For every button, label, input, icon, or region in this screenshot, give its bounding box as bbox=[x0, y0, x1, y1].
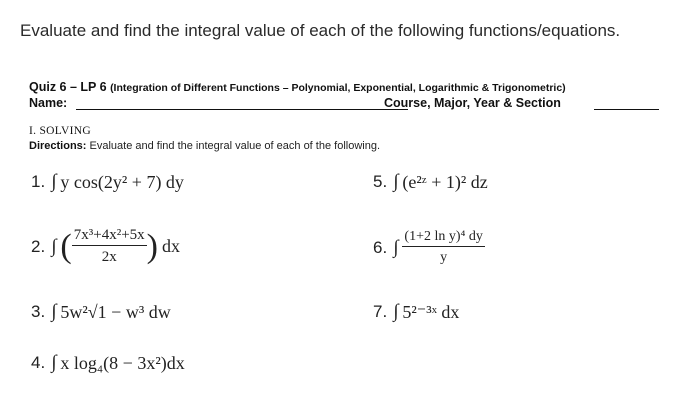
integral-sign-icon: ∫ bbox=[51, 352, 57, 373]
course-label: Course, Major, Year & Section bbox=[384, 96, 561, 110]
integral-sign-icon: ∫ bbox=[51, 301, 57, 322]
name-blank-line bbox=[76, 109, 408, 110]
quiz-title-row bbox=[29, 80, 566, 94]
problem-number: 5. bbox=[373, 172, 388, 191]
directions-label: Directions: bbox=[29, 140, 87, 152]
problem-4 bbox=[31, 352, 185, 374]
problem-number: 1. bbox=[31, 172, 46, 191]
fraction bbox=[72, 227, 147, 266]
student-info-row bbox=[29, 96, 659, 110]
integral-sign-icon: ∫ bbox=[393, 301, 399, 322]
problem-1 bbox=[31, 171, 184, 193]
fraction-numerator: (1+2 ln y)⁴ dy bbox=[402, 229, 485, 247]
fraction-numerator: 7x³+4x²+5x bbox=[72, 227, 147, 246]
problem-6 bbox=[373, 229, 485, 266]
name-label: Name: bbox=[29, 96, 68, 110]
problem-number: 2. bbox=[31, 236, 46, 256]
problem-3 bbox=[31, 301, 171, 323]
fraction-denominator: y bbox=[440, 250, 448, 265]
problem-expression: (e²ᶻ + 1)² dz bbox=[402, 171, 488, 192]
quiz-subtitle: (Integration of Different Functions – Polynomial, Exponential, Logarithmic & Trigonometric) bbox=[110, 82, 566, 94]
fraction-denominator: 2x bbox=[101, 249, 117, 265]
section-heading: I. SOLVING bbox=[29, 125, 91, 137]
problem-expression: 5w²√1 − w³ dw bbox=[60, 301, 171, 322]
right-paren-icon: ) bbox=[146, 227, 158, 265]
problem-2 bbox=[31, 227, 180, 266]
course-blank-line bbox=[594, 109, 659, 110]
directions-text: Evaluate and find the integral value of each of the following. bbox=[86, 140, 380, 152]
problem-number: 6. bbox=[373, 237, 388, 257]
quiz-title: Quiz 6 – LP 6 bbox=[29, 80, 107, 94]
problem-number: 4. bbox=[31, 353, 46, 372]
problem-7 bbox=[373, 301, 459, 323]
integral-sign-icon: ∫ bbox=[51, 235, 57, 257]
differential: dx bbox=[161, 236, 180, 256]
integral-sign-icon: ∫ bbox=[51, 171, 57, 192]
problem-number: 3. bbox=[31, 302, 46, 321]
problem-5 bbox=[373, 171, 488, 193]
integral-sign-icon: ∫ bbox=[393, 171, 399, 192]
integral-sign-icon: ∫ bbox=[393, 236, 399, 258]
problem-expression: y cos(2y² + 7) dy bbox=[60, 171, 184, 192]
problem-number: 7. bbox=[373, 302, 388, 321]
directions bbox=[29, 140, 380, 152]
problem-expression: 5²⁻³ˣ dx bbox=[402, 301, 460, 322]
fraction bbox=[402, 229, 485, 266]
left-paren-icon: ( bbox=[60, 227, 72, 265]
instruction-heading: Evaluate and find the integral value of each of the following functions/equations. bbox=[20, 21, 621, 40]
problem-expression: x log₄(8 − 3x²)dx bbox=[60, 352, 185, 373]
